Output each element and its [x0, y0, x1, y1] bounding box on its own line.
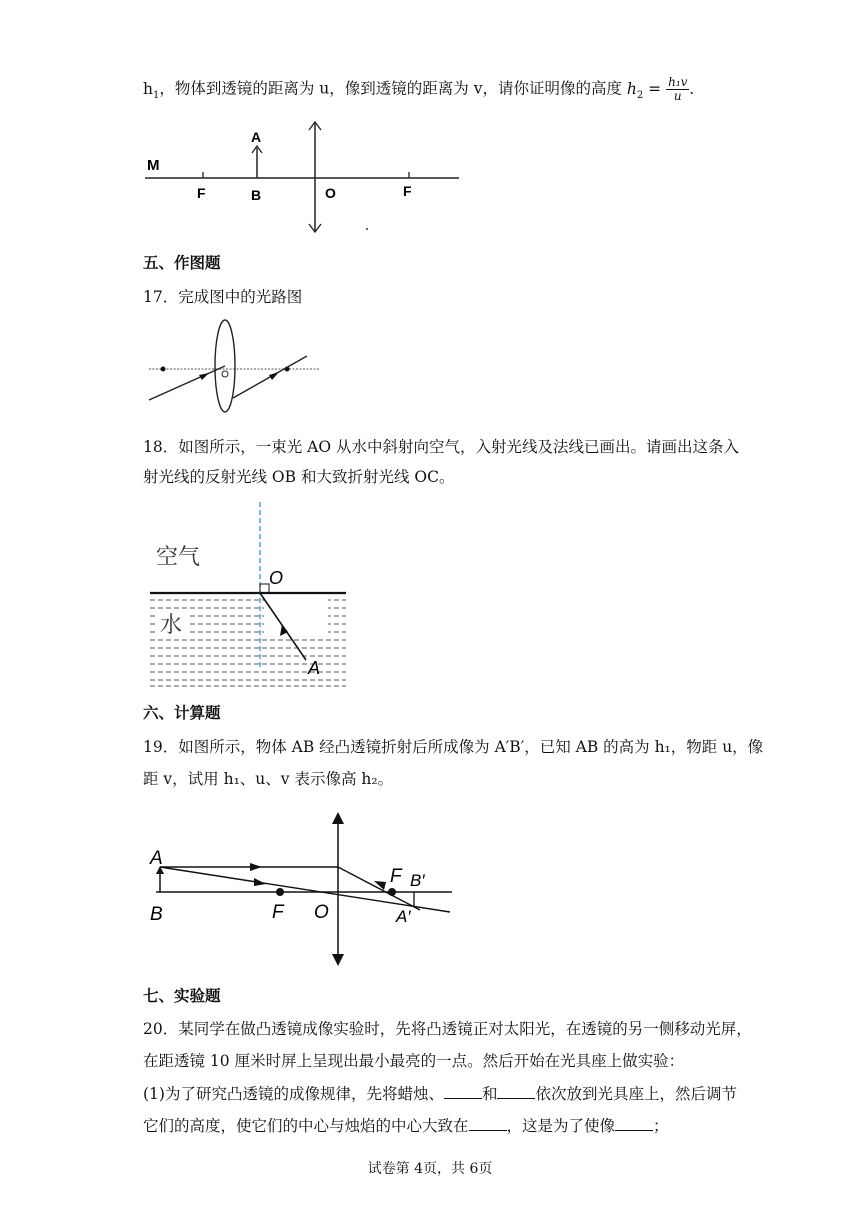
- fraction: $\frac{\text{h₁v}}{u}$: [668, 75, 688, 103]
- center-ray-arrow: [254, 878, 266, 886]
- lens-arrow-bottom: [332, 954, 344, 966]
- label-F-right: F: [390, 866, 402, 887]
- blank-4[interactable]: [615, 1114, 653, 1131]
- label-F-right: F: [403, 183, 412, 199]
- refracted-ray: [338, 867, 420, 910]
- parallel-ray-arrow: [250, 863, 262, 871]
- q20-line3: (1)为了研究凸透镜的成像规律，先将蜡烛、 和 依次放到光具座上，然后调节: [143, 1082, 737, 1105]
- incident-ray: [149, 366, 225, 400]
- label-A: A: [150, 848, 163, 869]
- focal-point-left: [161, 367, 166, 372]
- q17-text: 17．完成图中的光路图: [143, 288, 303, 306]
- q18-line2: 射光线的反射光线 OB 和大致折射光线 OC。: [143, 468, 455, 486]
- figure-17-lens-diagram: [143, 318, 323, 418]
- optical-center: [222, 371, 228, 377]
- label-water: 水: [160, 612, 183, 637]
- label-O: O: [269, 568, 284, 588]
- label-A-prime: A′: [396, 907, 411, 926]
- label-B: B: [150, 904, 163, 925]
- q18-line1: 18．如图所示，一束光 AO 从水中斜射向空气，入射光线及法线已画出。请画出这条入: [143, 438, 739, 456]
- label-O: O: [325, 185, 336, 201]
- q20-line2: 在距透镜 10 厘米时屏上呈现出最小最亮的一点。然后开始在光具座上做实验：: [143, 1052, 685, 1070]
- formula: $h_2$ = $\frac{\text{h₁v}}{u}$: [626, 75, 688, 103]
- q20-line4: 它们的高度，使它们的中心与烛焰的中心大致在 ，这是为了使像 ；: [143, 1114, 669, 1137]
- label-air: 空气: [156, 544, 201, 569]
- label-M: M: [147, 157, 160, 174]
- right-angle-mark: [260, 584, 269, 593]
- figure-16-lens-diagram: [143, 118, 461, 236]
- label-B-prime: B′: [410, 871, 425, 890]
- center-ray: [160, 867, 450, 912]
- emergent-ray: [233, 356, 307, 398]
- emergent-ray-arrow: [269, 372, 279, 380]
- figure-18-refraction-diagram: [146, 500, 356, 690]
- figure-19-lens-diagram: [146, 810, 456, 970]
- q20-line1: 20．某同学在做凸透镜成像实验时，先将凸透镜正对太阳光，在透镜的另一侧移动光屏，: [143, 1020, 752, 1038]
- blank-2[interactable]: [497, 1082, 535, 1099]
- q19-line2: 距 v，试用 h₁、u、v 表示像高 h₂。: [143, 770, 394, 788]
- stray-dot: [366, 228, 368, 230]
- q19-line1: 19．如图所示，物体 AB 经凸透镜折射后所成像为 A′B′，已知 AB 的高为 h₁，物距 u，像: [143, 738, 764, 756]
- lens-arrow-top: [332, 812, 344, 824]
- section-7-title: 七、实验题: [143, 986, 221, 1005]
- label-A: A: [308, 658, 321, 678]
- label-F-left: F: [272, 902, 284, 923]
- q16-tail-line: $h_1$，物体到透镜的距离为 u，像到透镜的距离为 v，请你证明像的高度 $h_2$ = $\frac{\text{h₁v}}{u}$ ．: [143, 75, 705, 103]
- focal-point-left: [276, 888, 284, 896]
- label-A: A: [251, 129, 262, 145]
- label-F-left: F: [197, 185, 206, 201]
- label-B: B: [251, 187, 262, 203]
- focal-point-right: [388, 888, 396, 896]
- incident-ray-arrow: [199, 373, 209, 380]
- blank-1[interactable]: [444, 1082, 482, 1099]
- label-O: O: [314, 902, 329, 923]
- h1-symbol: $h_1$: [143, 79, 160, 101]
- section-6-title: 六、计算题: [143, 703, 221, 722]
- page-footer: 试卷第 4页，共 6页: [367, 1161, 493, 1177]
- blank-3[interactable]: [469, 1114, 507, 1131]
- section-5-title: 五、作图题: [143, 253, 221, 272]
